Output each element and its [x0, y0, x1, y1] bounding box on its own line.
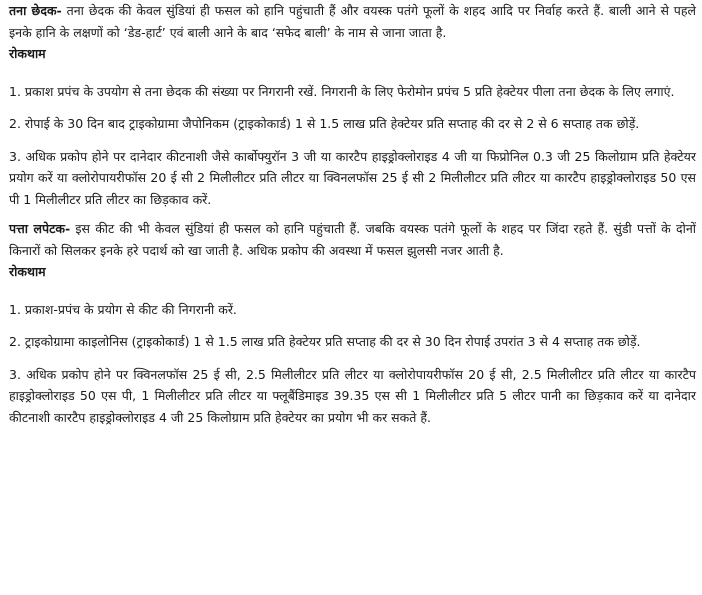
pest-intro-leaf-folder	[9, 218, 696, 261]
control-step: 1. प्रकाश प्रपंच के उपयोग से तना छेदक की संख्या पर निगरानी रखें. निगरानी के लिए फेरोमोन प्रपंच 5 प्रति हेक्टेयर पीला तना छेदक के लिए लगाएं.	[9, 83, 675, 99]
control-heading: रोकथाम	[9, 264, 46, 279]
control-step: 3. अधिक प्रकोप होने पर क्विनलफॉस 25 ई सी, 2.5 मिलीलीटर प्रति लीटर या क्लोरोपायरीफॉस 20 ई सी, 2.5 मिलीलीटर प्रति लीटर या कारटैप हाइड्रोक्लोराइड 50 एस पी, 1 मिलीलीटर प्रति लीटर या फ्लूबैंडिमाइड 39.35 एस सी 1 मिलीलीटर प्रति 5 लीटर पानी का छिड़काव करें या दानेदार कीटनाशी कारटैप हाइड्रोक्लोराइड 4 जी 25 किलोग्राम प्रति हेक्टेयर का प्रयोग भी कर सकते हैं.	[9, 366, 696, 425]
control-step: 2. ट्राइकोग्रामा काइलोनिस (ट्राइकोकार्ड) 1 से 1.5 लाख प्रति हेक्टेयर प्रति सप्ताह की दर से 30 दिन रोपाई उपरांत 3 से 4 सप्ताह तक छोड़ें.	[9, 334, 641, 349]
control-step: 3. अधिक प्रकोप होने पर दानेदार कीटनाशी जैसे कार्बोफ्युरॉन 3 जी या कारटैप हाइड्रोक्लोराइड 4 जी या फिप्रोनिल 0.3 जी 25 किलोग्राम प्रति हेक्टेयर प्रयोग करें या क्लोरोपायरीफॉस 20 ई सी 2 मिलीलीटर प्रति लीटर या क्विनलफॉस 25 ई सी 2 मिलीलीटर प्रति लीटर या कारटैप हाइड्रोक्लोराइड 50 एस पी 1 मिलीलीटर प्रति लीटर का छिड़काव करें.	[9, 148, 696, 207]
pest-title: पत्ता लपेटक-	[9, 221, 71, 236]
control-step: 1. प्रकाश-प्रपंच के प्रयोग से कीट की निगरानी करें.	[9, 301, 237, 317]
pest-description: तना छेदक की केवल सुंडियां ही फसल को हानि पहुंचाती हैं और वयस्क पतंगे फूलों के शहद आदि पर निर्वाह करते हैं. बाली आने से पहले इनके हानि के लक्षणों को ‘डेड-हार्ट’ एवं बाली आने के बाद ‘सफेद बाली’ के नाम से जाना जाता है.	[9, 3, 696, 40]
pest-intro-stem-borer	[9, 0, 696, 43]
control-step: 2. रोपाई के 30 दिन बाद ट्राइकोग्रामा जैपोनिकम (ट्राइकोकार्ड) 1 से 1.5 लाख प्रति हेक्टेयर प्रति सप्ताह की दर से 2 से 6 सप्ताह तक छोड़ें.	[9, 116, 640, 131]
pest-title: तना छेदक-	[9, 3, 62, 18]
pest-description: इस कीट की भी केवल सुंडियां ही फसल को हानि पहुंचाती हैं. जबकि वयस्क पतंगे फूलों के शहद पर जिंदा रहते हैं. सुंडी पत्तों के दोनों किनारों को सिलकर इनके हरे पदार्थ को खा जाती है. अधिक प्रकोप की अवस्था में फसल झुलसी नजर आती है.	[9, 221, 696, 258]
control-heading: रोकथाम	[9, 46, 46, 61]
